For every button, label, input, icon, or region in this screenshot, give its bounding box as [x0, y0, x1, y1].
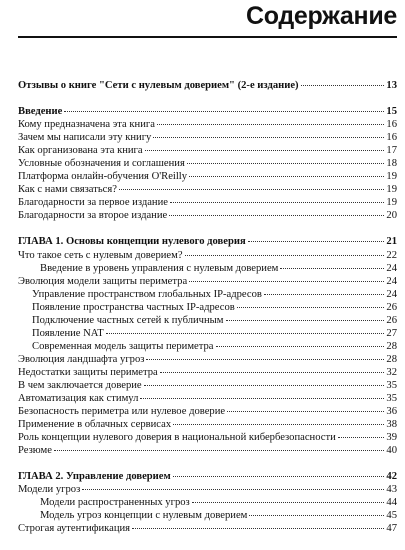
toc-entry-page-number: 38	[386, 419, 397, 431]
toc-entry-page-number: 15	[386, 106, 397, 118]
toc-entry[interactable]	[18, 209, 397, 222]
toc-entry[interactable]	[18, 483, 397, 496]
toc-entry-label: Благодарности за второе издание	[18, 210, 168, 222]
toc-entry[interactable]	[18, 327, 397, 340]
toc-entry-label: Зачем мы написали эту книгу	[18, 132, 152, 144]
toc-entry-page-number: 19	[386, 171, 397, 183]
dot-leader	[237, 307, 385, 308]
dot-leader	[106, 333, 385, 334]
dot-leader	[157, 124, 384, 125]
toc-entry[interactable]	[18, 366, 397, 379]
toc-entry[interactable]	[18, 196, 397, 209]
dot-leader	[280, 268, 384, 269]
toc-entry-label: Эволюция модели защиты периметра	[18, 275, 188, 287]
page-title: Содержание	[245, 2, 397, 30]
toc-entry-label: Условные обозначения и соглашения	[18, 158, 185, 170]
toc-entry-page-number: 19	[386, 197, 397, 209]
toc-entry[interactable]	[18, 509, 397, 522]
toc-entry[interactable]	[18, 249, 397, 262]
toc-entry-page-number: 28	[386, 340, 397, 352]
toc-entry-label: Платформа онлайн-обучения O'Reilly	[18, 171, 188, 183]
toc-entry-page-number: 16	[386, 132, 397, 144]
toc-chapter-entry[interactable]	[18, 235, 397, 248]
dot-leader	[146, 359, 384, 360]
dot-leader	[119, 189, 384, 190]
dot-leader	[226, 320, 385, 321]
dot-leader	[54, 450, 384, 451]
toc-entry-page-number: 21	[386, 236, 397, 248]
dot-leader	[185, 255, 385, 256]
toc-entry-label: Недостатки защиты периметра	[18, 366, 158, 378]
toc-entry[interactable]	[18, 444, 397, 457]
dot-leader	[160, 372, 385, 373]
dot-leader	[338, 437, 385, 438]
dot-leader	[140, 398, 384, 399]
toc-entry-page-number: 19	[386, 184, 397, 196]
toc-entry[interactable]	[18, 405, 397, 418]
toc-chapter-entry[interactable]	[18, 105, 397, 118]
toc-entry-label: Как организована эта книга	[18, 145, 143, 157]
toc-entry[interactable]	[18, 183, 397, 196]
toc-entry-label: Введение	[18, 106, 63, 118]
toc-entry[interactable]	[18, 392, 397, 405]
toc-entry[interactable]	[18, 353, 397, 366]
dot-leader	[173, 424, 384, 425]
dot-leader	[189, 281, 384, 282]
toc-entry-label: Роль концепции нулевого доверия в национальной кибербезопасности	[18, 432, 336, 444]
toc-entry-label: Автоматизация как стимул	[18, 393, 139, 405]
toc-entry[interactable]	[18, 144, 397, 157]
table-of-contents	[18, 79, 397, 536]
toc-entry-label: Современная модель защиты периметра	[32, 340, 214, 352]
toc-entry[interactable]	[18, 379, 397, 392]
toc-chapter-entry[interactable]	[18, 470, 397, 483]
toc-entry-page-number: 35	[386, 379, 397, 391]
toc-entry-label: Появление NAT	[32, 327, 104, 339]
toc-entry-page-number: 20	[386, 210, 397, 222]
dot-leader	[132, 528, 384, 529]
toc-entry-page-number: 36	[386, 406, 397, 418]
toc-entry-page-number: 44	[386, 497, 397, 509]
toc-entry-page-number: 40	[386, 445, 397, 457]
toc-entry-label: Резюме	[18, 445, 52, 457]
toc-entry-label: Модели угроз	[18, 484, 81, 496]
toc-entry[interactable]	[18, 288, 397, 301]
toc-chapter-entry[interactable]	[18, 79, 397, 92]
toc-entry-label: Благодарности за первое издание	[18, 197, 168, 209]
toc-entry[interactable]	[18, 275, 397, 288]
toc-entry-label: Введение в уровень управления с нулевым доверием	[40, 262, 279, 274]
toc-entry[interactable]	[18, 170, 397, 183]
toc-entry-label: ГЛАВА 1. Основы концепции нулевого доверия	[18, 236, 246, 248]
toc-entry[interactable]	[18, 496, 397, 509]
toc-entry-label: Управление пространством глобальных IP-адресов	[32, 288, 262, 300]
toc-entry-label: Что такое сеть с нулевым доверием?	[18, 249, 183, 261]
toc-entry-page-number: 43	[386, 484, 397, 496]
toc-entry-label: Модели распространенных угроз	[40, 497, 190, 509]
toc-entry-label: Подключение частных сетей к публичным	[32, 314, 224, 326]
title-rule	[18, 36, 397, 38]
toc-entry[interactable]	[18, 157, 397, 170]
dot-leader	[189, 176, 384, 177]
toc-entry-page-number: 32	[386, 366, 397, 378]
toc-entry[interactable]	[18, 118, 397, 131]
toc-entry-label: Отзывы о книге "Сети с нулевым доверием" (2-е издание)	[18, 80, 299, 91]
toc-entry[interactable]	[18, 262, 397, 275]
toc-entry-page-number: 35	[386, 393, 397, 405]
dot-leader	[82, 489, 384, 490]
toc-entry-page-number: 16	[386, 119, 397, 131]
toc-entry-label: Безопасность периметра или нулевое доверие	[18, 406, 226, 418]
dot-leader	[145, 150, 385, 151]
dot-leader	[249, 515, 384, 516]
toc-entry[interactable]	[18, 314, 397, 327]
dot-leader	[187, 163, 385, 164]
dot-leader	[169, 215, 384, 216]
dot-leader	[216, 346, 385, 347]
dot-leader	[264, 294, 385, 295]
dot-leader	[301, 85, 385, 86]
toc-entry-label: Как с нами связаться?	[18, 184, 117, 196]
toc-entry-page-number: 39	[386, 432, 397, 444]
toc-entry[interactable]	[18, 431, 397, 444]
dot-leader	[192, 502, 385, 503]
toc-entry-page-number: 17	[386, 145, 397, 157]
dot-leader	[227, 411, 384, 412]
toc-entry-page-number: 13	[386, 80, 397, 91]
toc-entry-label: Строгая аутентификация	[18, 523, 131, 535]
toc-entry-page-number: 27	[386, 327, 397, 339]
dot-leader	[144, 385, 385, 386]
toc-entry-page-number: 18	[386, 158, 397, 170]
toc-entry[interactable]	[18, 301, 397, 314]
dot-leader	[248, 241, 385, 242]
toc-entry-label: Кому предназначена эта книга	[18, 119, 155, 131]
toc-entry[interactable]	[18, 340, 397, 353]
dot-leader	[64, 111, 384, 112]
toc-entry[interactable]	[18, 131, 397, 144]
toc-entry-page-number: 45	[386, 510, 397, 522]
toc-entry[interactable]	[18, 522, 397, 535]
toc-entry-label: В чем заключается доверие	[18, 379, 142, 391]
toc-entry-label: Применение в облачных сервисах	[18, 419, 172, 431]
toc-entry-page-number: 24	[386, 262, 397, 274]
toc-entry[interactable]	[18, 418, 397, 431]
toc-entry-page-number: 24	[386, 275, 397, 287]
toc-entry-label: Модель угроз концепции с нулевым доверием	[40, 510, 248, 522]
dot-leader	[173, 476, 385, 477]
toc-entry-page-number: 22	[386, 249, 397, 261]
toc-entry-page-number: 28	[386, 353, 397, 365]
toc-entry-page-number: 26	[386, 301, 397, 313]
dot-leader	[153, 137, 384, 138]
dot-leader	[170, 202, 384, 203]
section-gap	[18, 92, 397, 105]
toc-entry-page-number: 26	[386, 314, 397, 326]
toc-entry-label: Эволюция ландшафта угроз	[18, 353, 145, 365]
toc-entry-page-number: 24	[386, 288, 397, 300]
section-gap	[18, 222, 397, 235]
section-gap	[18, 457, 397, 470]
toc-entry-label: ГЛАВА 2. Управление доверием	[18, 471, 171, 483]
toc-entry-label: Появление пространства частных IP-адресов	[32, 301, 235, 313]
toc-entry-page-number: 42	[386, 471, 397, 483]
toc-entry-page-number: 47	[386, 523, 397, 535]
